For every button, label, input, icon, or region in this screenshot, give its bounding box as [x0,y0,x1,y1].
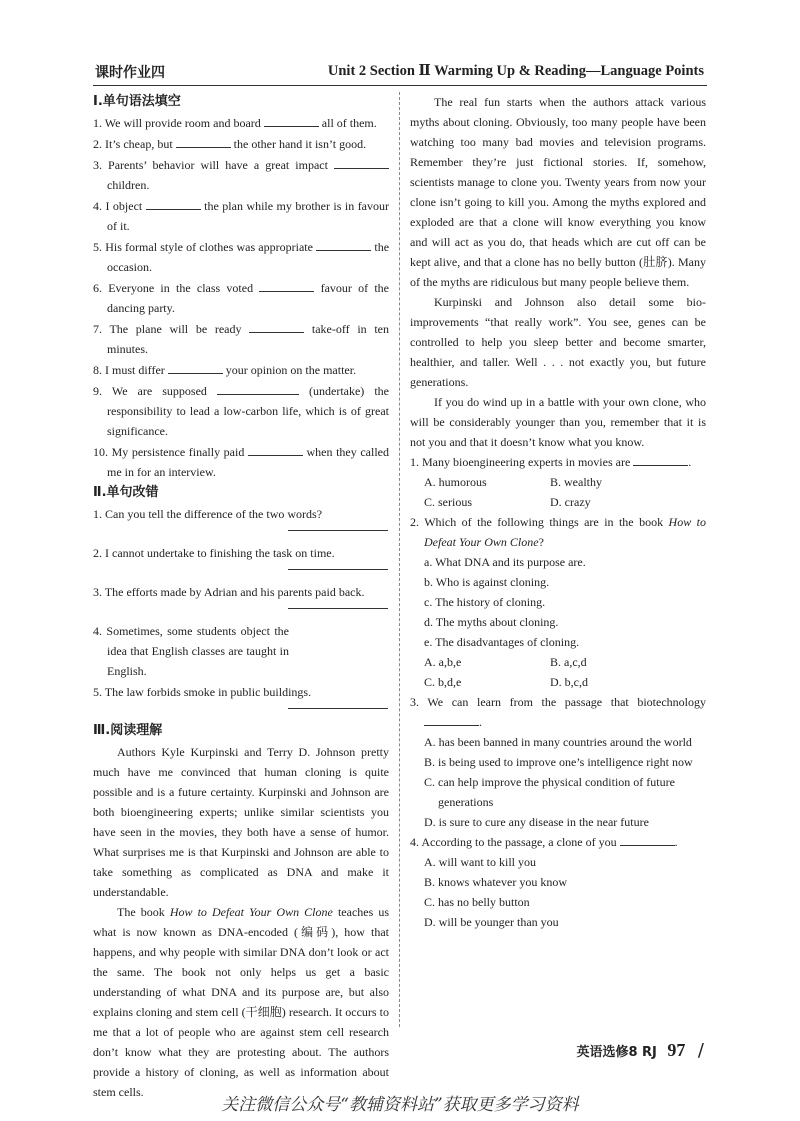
answer-blank[interactable] [248,443,303,456]
answer-blank[interactable] [146,197,201,210]
passage-paragraph-3: The real fun starts when the authors attack various myths about cloning. Obviously, too many people have been watching too many bad movies and television programs. Remember they’re just fictional stories. If, somehow, scientists manage to clone you. Twenty years from now your clone isn’t going to kill you. Among the myths explored and exploded are that a clone will know everything you know and will act as you do, that heads which are cut off can be kept alive, and that a clone has no belly button (肚脐). Many of the myths are ridiculous but many people believe them. [410,95,706,289]
answer-blank[interactable] [633,453,688,466]
header-rule [93,85,707,86]
correction-question-2: 2. I cannot undertake to finishing the task on time. [93,546,335,560]
reading-question-3: 3. We can learn from the passage that biotechnology . [410,695,706,729]
option-a[interactable]: A. humorous [424,475,487,489]
item-e: e. The disadvantages of cloning. [424,635,580,649]
column-divider [399,92,400,1027]
item-a: a. What DNA and its purpose are. [424,555,586,569]
answer-blank[interactable] [249,320,304,333]
section-2-title: Ⅱ.单句改错 [93,485,159,500]
correction-answer-line[interactable] [288,608,388,609]
item-c: c. The history of cloning. [424,595,546,609]
answer-blank[interactable] [168,361,223,374]
grammar-question-1: 1. We will provide room and board all of them. [93,116,377,130]
grammar-question-2: 2. It’s cheap, but the other hand it isn’t good. [93,137,367,151]
answer-blank[interactable] [176,135,231,148]
passage-paragraph-4: Kurpinski and Johnson also detail some bio-improvements “that really work”. You see, genes can be controlled to help you sleep better and become smarter, healthier, and taller. Well . . . not exactly you, but future generations. [410,295,706,389]
item-b: b. Who is against cloning. [424,575,550,589]
passage-paragraph-2: The book How to Defeat Your Own Clone teaches us what is now known as DNA-encoded (编码), how that happens, and why people with similar DNA don’t look or act the same. The book not only helps us get a basic understanding of what DNA and its purpose are, but also explains cloning and stem cell (干细胞) research. It occurs to me that a lot of people who are against stem cell research don’t know what they are protesting about. The authors provide a history of cloning, as well as information about stem cells. [93,905,390,1099]
options-row [410,472,706,492]
option-d[interactable]: D. will be younger than you [424,915,559,929]
option-b[interactable]: B. wealthy [550,475,602,489]
grammar-question-10: 10. My persistence finally paid when they called me in for an interview. [93,445,389,479]
option-b[interactable]: B. knows whatever you know [424,875,567,889]
answer-blank[interactable] [316,238,371,251]
option-b[interactable]: B. a,c,d [550,655,587,669]
options-row [410,652,706,672]
option-a[interactable]: A. has been banned in many countries around the world [424,735,692,749]
correction-answer-line[interactable] [288,708,388,709]
page-footer [576,1040,704,1061]
correction-question-1: 1. Can you tell the difference of the two words? [93,507,323,521]
section-1-title: Ⅰ.单句语法填空 [93,94,181,109]
reading-question-4: 4. According to the passage, a clone of you . [410,835,678,849]
book-title: How to Defeat Your Own Clone [424,515,706,549]
option-c[interactable]: C. b,d,e [424,675,462,689]
promo-note: 关注微信公众号“教辅资料站”获取更多学习资料 [221,1095,579,1115]
grammar-question-9: 9. We are supposed (undertake) the responsibility to lead a low-carbon life, which is of great significance. [93,384,389,438]
answer-blank[interactable] [259,279,314,292]
grammar-question-5: 5. His formal style of clothes was appropriate the occasion. [93,240,390,274]
answer-blank[interactable] [217,382,299,395]
answer-blank[interactable] [264,114,319,127]
section-3-title: Ⅲ.阅读理解 [93,723,163,738]
correction-question-4: 4. Sometimes, some students object the idea that English classes are taught in English. [93,624,289,678]
grammar-question-3: 3. Parents’ behavior will have a great impact children. [93,155,389,195]
item-d: d. The myths about cloning. [424,615,559,629]
correction-question-5: 5. The law forbids smoke in public buildings. [93,685,312,699]
option-a[interactable]: A. will want to kill you [424,855,536,869]
option-a[interactable]: A. a,b,e [424,655,462,669]
option-d[interactable]: D. is sure to cure any disease in the near future [424,815,649,829]
answer-blank[interactable] [334,156,389,169]
options-row [410,672,706,692]
option-d[interactable]: D. b,c,d [550,675,588,689]
answer-blank[interactable] [424,713,479,726]
passage-paragraph-5: If you do wind up in a battle with your own clone, who will be considerably younger than you, remember that it is not you and that it doesn’t know what you know. [410,395,706,449]
option-d[interactable]: D. crazy [550,495,591,509]
grammar-question-7: 7. The plane will be ready take-off in ten minutes. [93,322,389,356]
option-b[interactable]: B. is being used to improve one’s intelligence right now [424,755,693,769]
book-label: 英语选修8 RJ [576,1045,657,1060]
option-c[interactable]: C. serious [424,495,472,509]
grammar-question-6: 6. Everyone in the class voted favour of the dancing party. [93,281,390,315]
answer-blank[interactable] [620,833,675,846]
reading-question-1: 1. Many bioengineering experts in movies are . [410,455,692,469]
correction-answer-line[interactable] [288,530,388,531]
page-number: 97 [667,1040,686,1060]
reading-question-2: 2. Which of the following things are in the book How to Defeat Your Own Clone? [410,515,706,549]
grammar-question-4: 4. I object the plan while my brother is in favour of it. [93,199,390,233]
correction-answer-line[interactable] [288,569,388,570]
worksheet-label: 课时作业四 [95,65,165,81]
correction-question-3: 3. The efforts made by Adrian and his parents paid back. [93,585,365,599]
footer-slash: / [697,1040,704,1061]
left-column [93,92,389,1102]
option-c[interactable]: C. can help improve the physical condition of future generations [424,775,675,809]
options-row [410,492,706,512]
passage-paragraph-1: Authors Kyle Kurpinski and Terry D. Johnson pretty much have me convinced that human cloning is quite possible and is a future certainty. Kurpinski and Johnson are both bioengineering experts; unlike similar scientists you have seen in the movies, they both have a sense of humor. What surprises me is that Kurpinski and Johnson are able to take something as complicated as DNA and make it understandable. [93,745,389,899]
right-column [410,92,706,932]
book-title: How to Defeat Your Own Clone [169,905,333,919]
unit-title: Unit 2 Section Ⅱ Warming Up & Reading—Language Points [327,63,704,79]
grammar-question-8: 8. I must differ your opinion on the matter. [93,363,357,377]
option-c[interactable]: C. has no belly button [424,895,530,909]
